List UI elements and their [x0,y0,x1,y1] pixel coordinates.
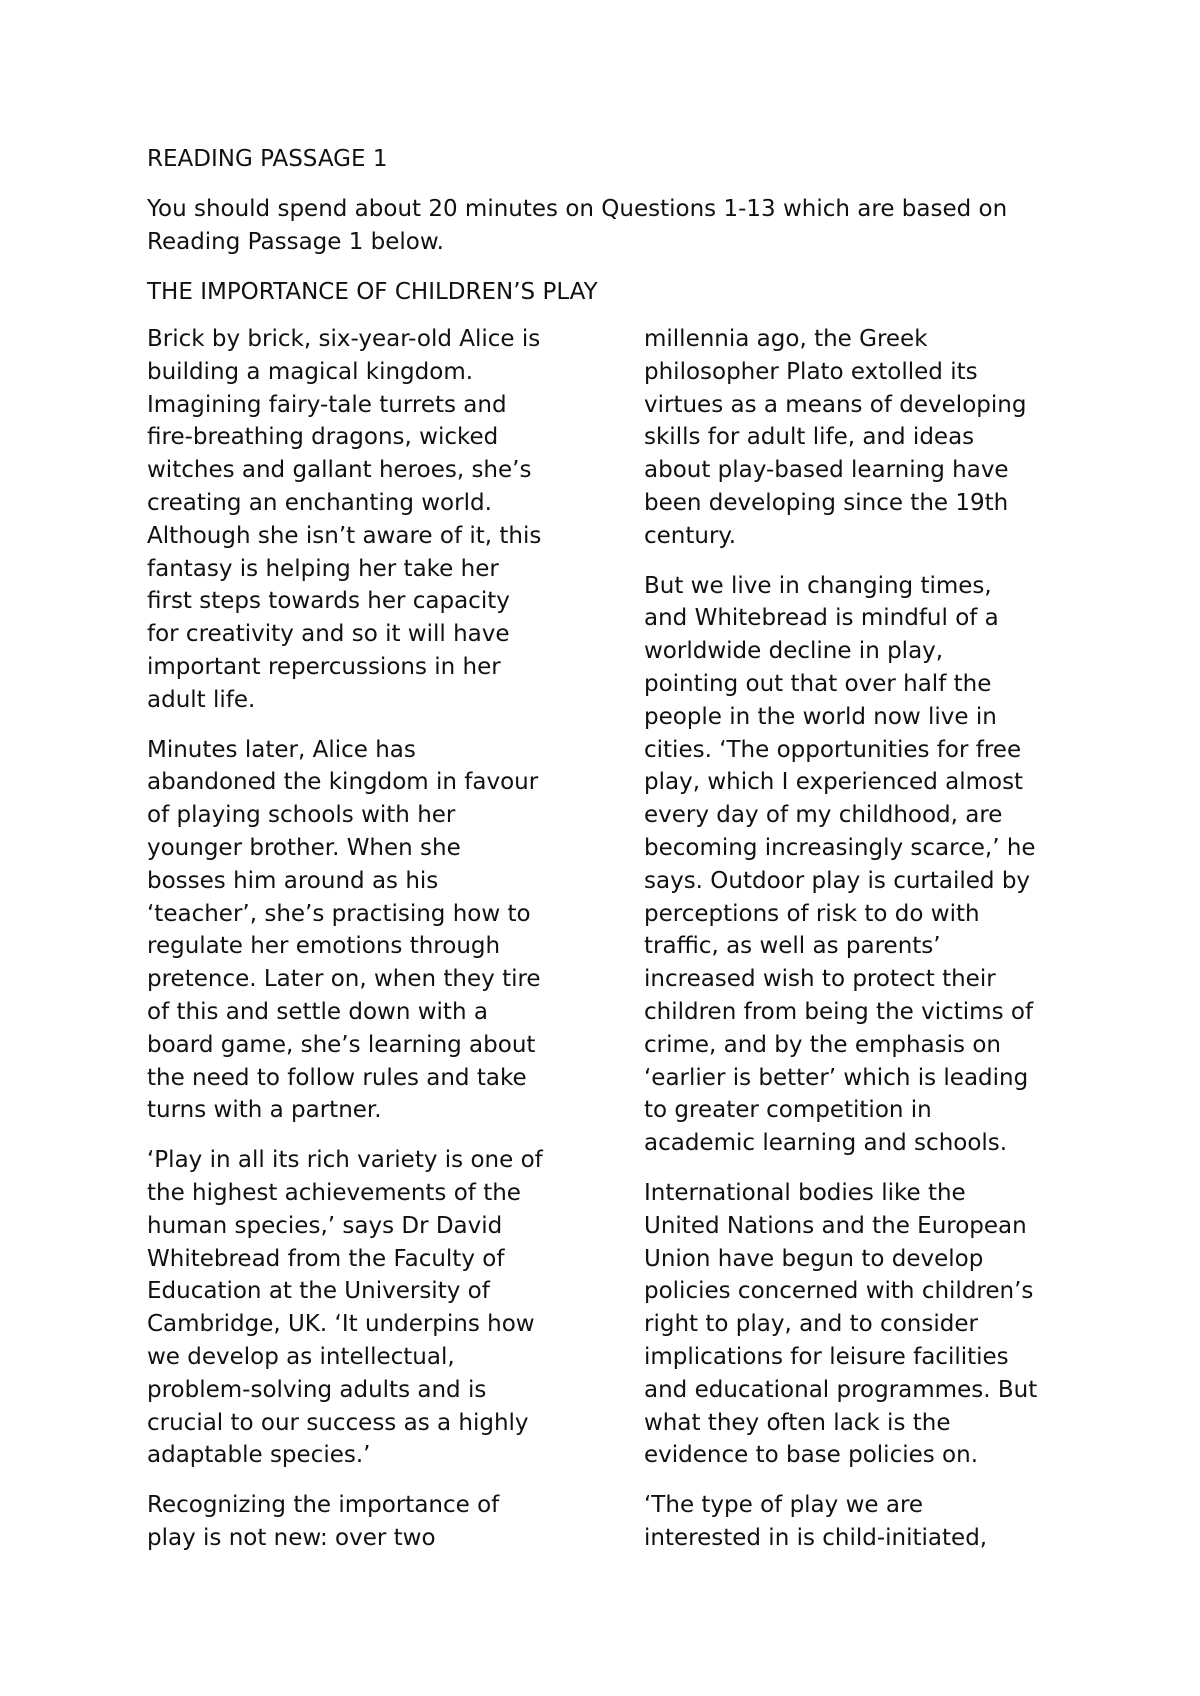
text-line: increased wish to protect their [644,966,996,993]
text-line: says. Outdoor play is curtailed by [644,867,1031,894]
text-line: academic learning and schools. [644,1130,1008,1157]
text-line: Recognizing the importance of [147,1492,500,1519]
text-line: right to play, and to consider [644,1311,978,1338]
text-line: Education at the University of [147,1278,490,1305]
text-line: about play-based learning have [644,457,1009,484]
paragraph [147,1489,607,1555]
text-line: virtues as a means of developing [644,391,1027,418]
text-line: and Whitebread is mindful of a [644,605,999,632]
text-line: the need to follow rules and take [147,1064,527,1091]
text-line: regulate her emotions through [147,933,501,960]
paragraph [644,570,1074,1160]
paragraph [147,323,607,717]
paragraph [147,1144,607,1472]
text-line: pointing out that over half the [644,670,992,697]
text-line: crucial to our success as a highly [147,1409,529,1436]
text-line: first steps towards her capacity [147,588,510,615]
text-line: perceptions of risk to do with [644,900,980,927]
text-line: the highest achievements of the [147,1179,521,1206]
text-line: millennia ago, the Greek [644,326,928,352]
text-line: board game, she’s learning about [147,1031,536,1058]
text-line: Although she isn’t aware of it, this [147,522,542,549]
text-line: ‘The type of play we are [644,1492,924,1519]
instructions-line-2: Reading Passage 1 below. [147,229,444,255]
text-line: ‘teacher’, she’s practising how to [147,900,531,927]
text-line: human species,’ says Dr David [147,1212,503,1239]
text-line: implications for leisure facilities [644,1343,1009,1370]
text-line: cities. ‘The opportunities for free [644,736,1022,763]
text-line: abandoned the kingdom in favour [147,769,539,796]
instructions-line-1: You should spend about 20 minutes on Questions 1-13 which are based on [147,196,1008,222]
text-line: Minutes later, Alice has [147,736,416,763]
text-line: adaptable species.’ [147,1442,371,1469]
text-line: witches and gallant heroes, she’s [147,457,532,484]
text-line: turns with a partner. [147,1097,382,1124]
text-line: and educational programmes. But [644,1376,1038,1403]
text-line: of this and settle down with a [147,998,488,1025]
text-line: to greater competition in [644,1097,932,1124]
text-line: policies concerned with children’s [644,1278,1034,1305]
text-line: adult life. [147,686,256,713]
paragraph [644,1177,1074,1472]
article-title: THE IMPORTANCE OF CHILDREN’S PLAY [147,279,598,305]
text-line: evidence to base policies on. [644,1442,979,1469]
text-line: Union have begun to develop [644,1245,984,1272]
left-column [147,323,607,1572]
text-line: we develop as intellectual, [147,1343,455,1370]
text-line: play is not new: over two [147,1524,436,1551]
text-line: interested in is child-initiated, [644,1524,988,1551]
text-line: becoming increasingly scarce,’ he [644,834,1036,861]
text-line: of playing schools with her [147,802,456,829]
right-column [644,323,1074,1572]
paragraph [147,734,607,1128]
text-line: International bodies like the [644,1179,966,1206]
text-line: pretence. Later on, when they tire [147,966,541,993]
text-line: ‘Play in all its rich variety is one of [147,1147,543,1174]
text-line: younger brother. When she [147,834,461,861]
text-line: ‘earlier is better’ which is leading [644,1064,1029,1091]
text-line: century. [644,522,737,549]
text-line: philosopher Plato extolled its [644,358,978,385]
text-line: what they often lack is the [644,1409,951,1436]
text-line: children from being the victims of [644,998,1034,1025]
text-line: building a magical kingdom. [147,358,474,385]
text-line: crime, and by the emphasis on [644,1031,1001,1058]
passage-heading: READING PASSAGE 1 [147,146,388,172]
paragraph [644,323,1074,553]
text-line: problem-solving adults and is [147,1376,487,1403]
text-line: play, which I experienced almost [644,769,1024,796]
text-line: important repercussions in her [147,653,501,680]
text-line: every day of my childhood, are [644,802,1003,829]
text-line: But we live in changing times, [644,572,992,599]
text-line: been developing since the 19th [644,489,1009,516]
text-line: bosses him around as his [147,867,439,894]
text-line: fire-breathing dragons, wicked [147,424,499,451]
text-line: skills for adult life, and ideas [644,424,975,451]
text-line: Imagining fairy-tale turrets and [147,391,507,418]
text-line: people in the world now live in [644,703,997,730]
text-line: fantasy is helping her take her [147,555,499,582]
text-line: worldwide decline in play, [644,638,944,665]
text-line: Cambridge, UK. ‘It underpins how [147,1311,535,1338]
text-line: traffic, as well as parents’ [644,933,941,960]
text-line: Whitebread from the Faculty of [147,1245,505,1272]
text-line: for creativity and so it will have [147,621,510,648]
text-line: Brick by brick, six-year-old Alice is [147,326,541,352]
text-line: creating an enchanting world. [147,489,492,516]
text-line: United Nations and the European [644,1212,1027,1239]
paragraph [644,1489,1074,1555]
